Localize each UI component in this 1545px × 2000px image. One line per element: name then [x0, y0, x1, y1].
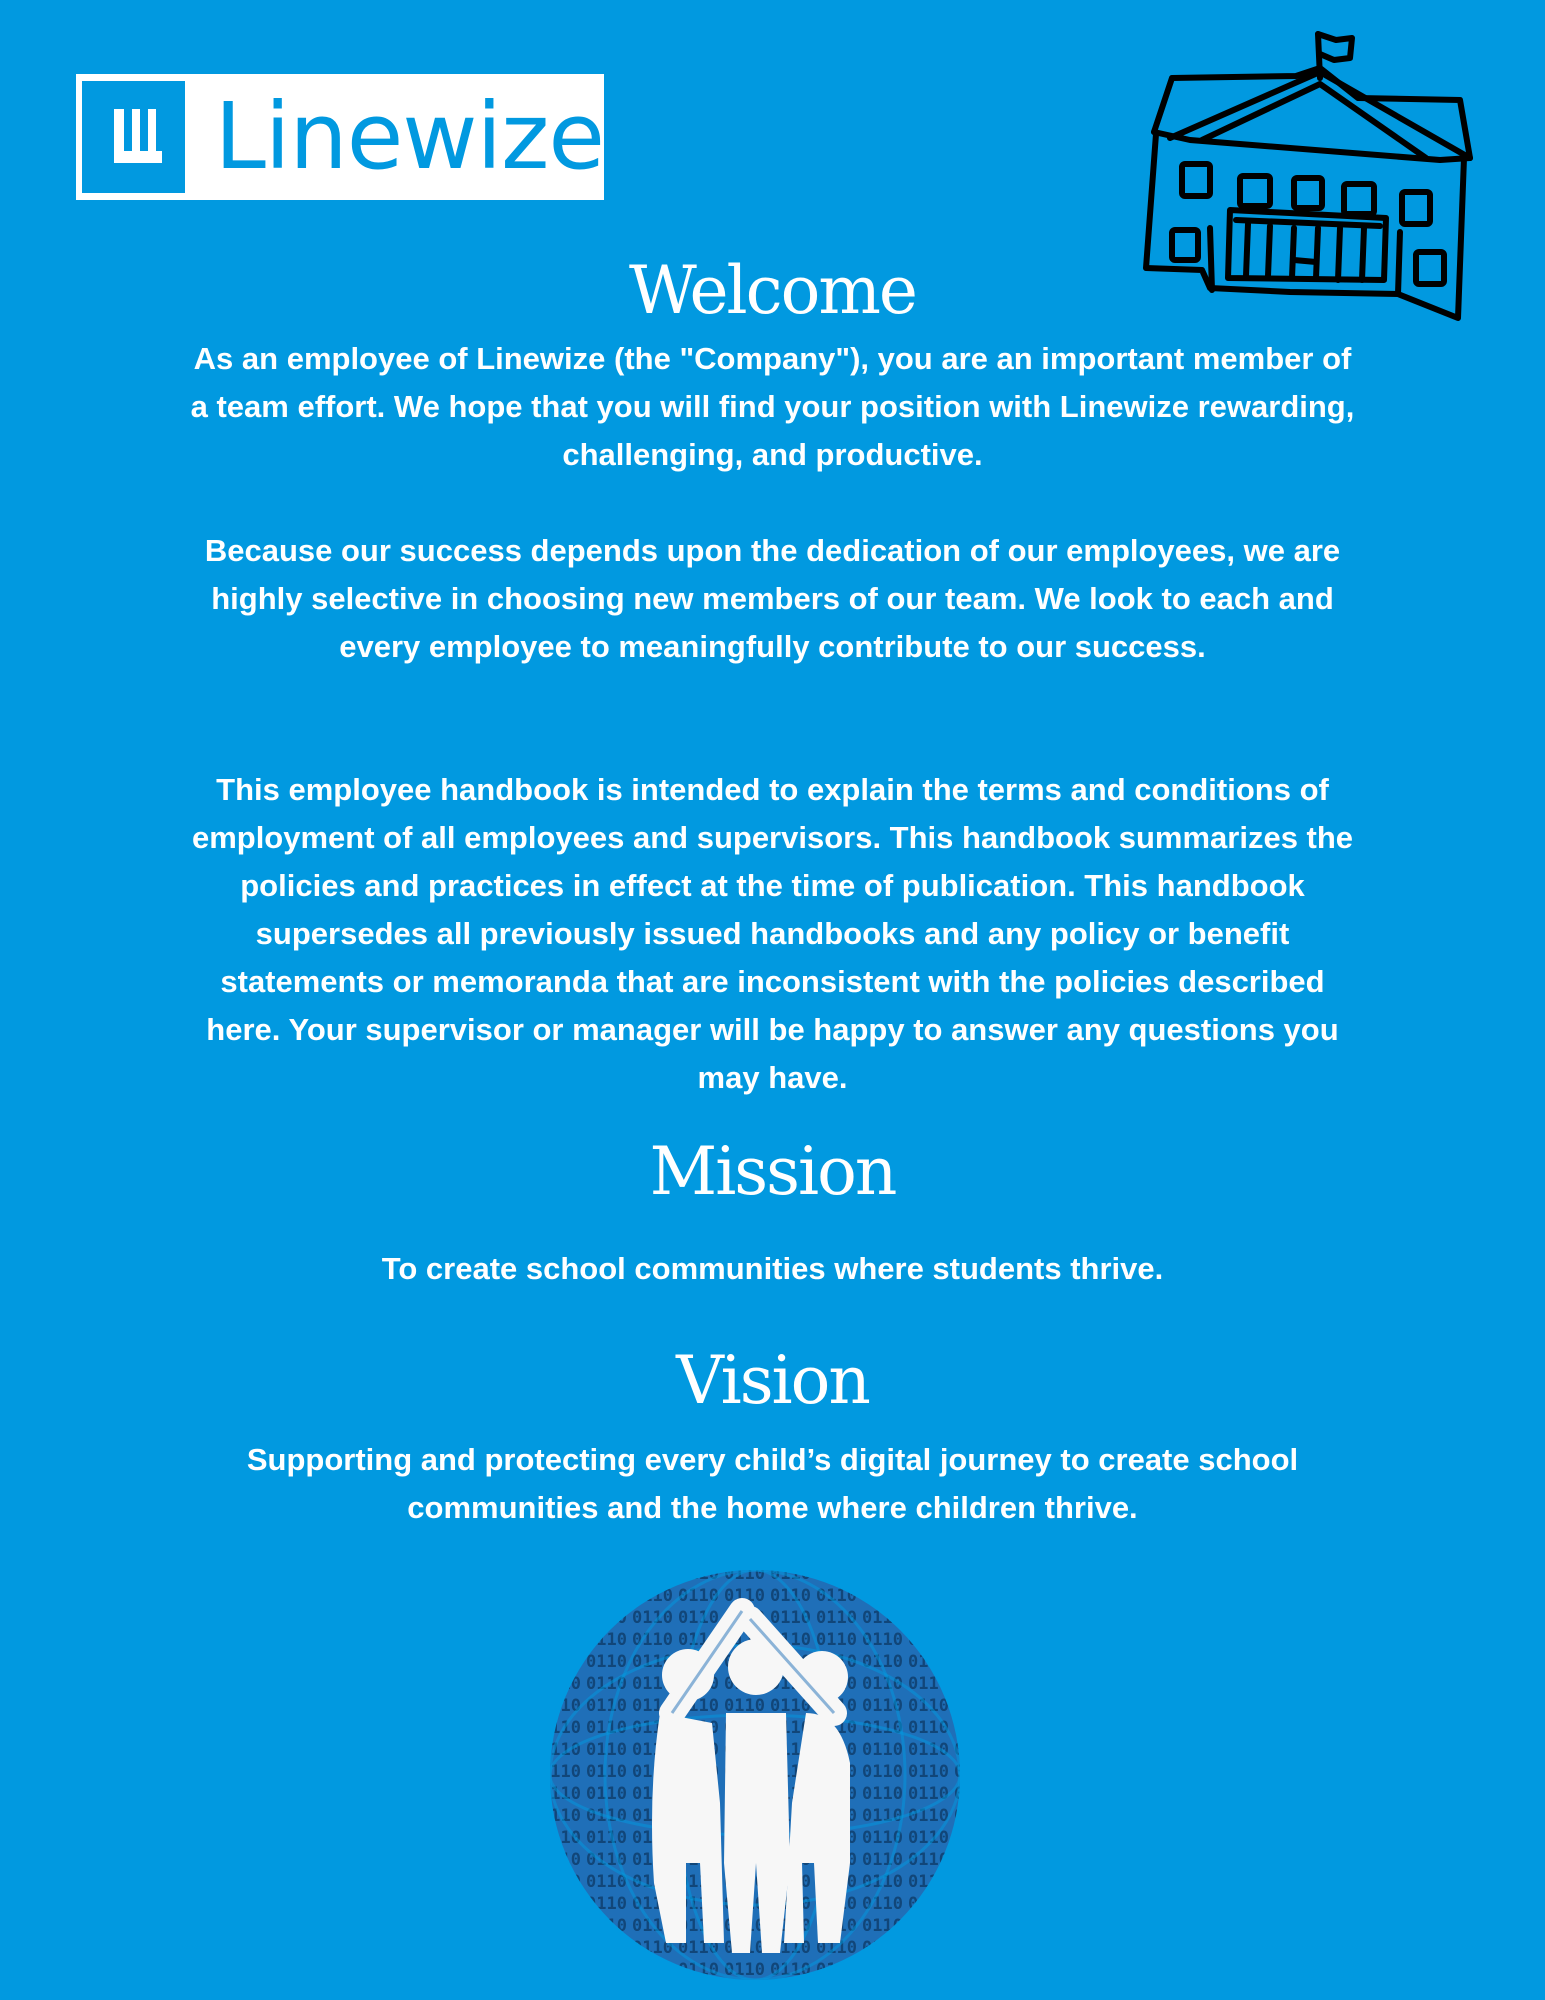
- vision-heading: Vision: [676, 1342, 869, 1419]
- linewize-wordmark: Linewize: [214, 83, 604, 190]
- mission-heading: Mission: [649, 1133, 896, 1210]
- welcome-paragraph-3: This employee handbook is intended to explain the terms and conditions of employment of all employees and supervisors. This handbook summarizes the policies and practices in effect at the time of publication. This handbook supersedes all previously issued handbooks and any policy or benefit statements or memoranda that are inconsistent with the policies described here. Your supervisor or manager will be happy to answer any questions you may have.: [191, 772, 1354, 1095]
- linewize-logo: [76, 74, 604, 200]
- mission-text: To create school communities where students thrive.: [381, 1251, 1164, 1286]
- welcome-paragraph-2: Because our success depends upon the dedication of our employees, we are highly selective in choosing new members of our team. We look to each and every employee to meaningfully contribute to our success.: [204, 533, 1341, 664]
- welcome-paragraph-1: As an employee of Linewize (the "Company"), you are an important member of a team effort. We hope that you will find your position with Linewize rewarding, challenging, and productive.: [190, 341, 1355, 472]
- linewize-logo-mark: [82, 81, 185, 193]
- vision-text: Supporting and protecting every child’s digital journey to create school communities and the home where children thrive.: [246, 1442, 1299, 1525]
- welcome-heading: Welcome: [629, 252, 916, 329]
- binary-globe-high-five-icon: [540, 1563, 980, 1983]
